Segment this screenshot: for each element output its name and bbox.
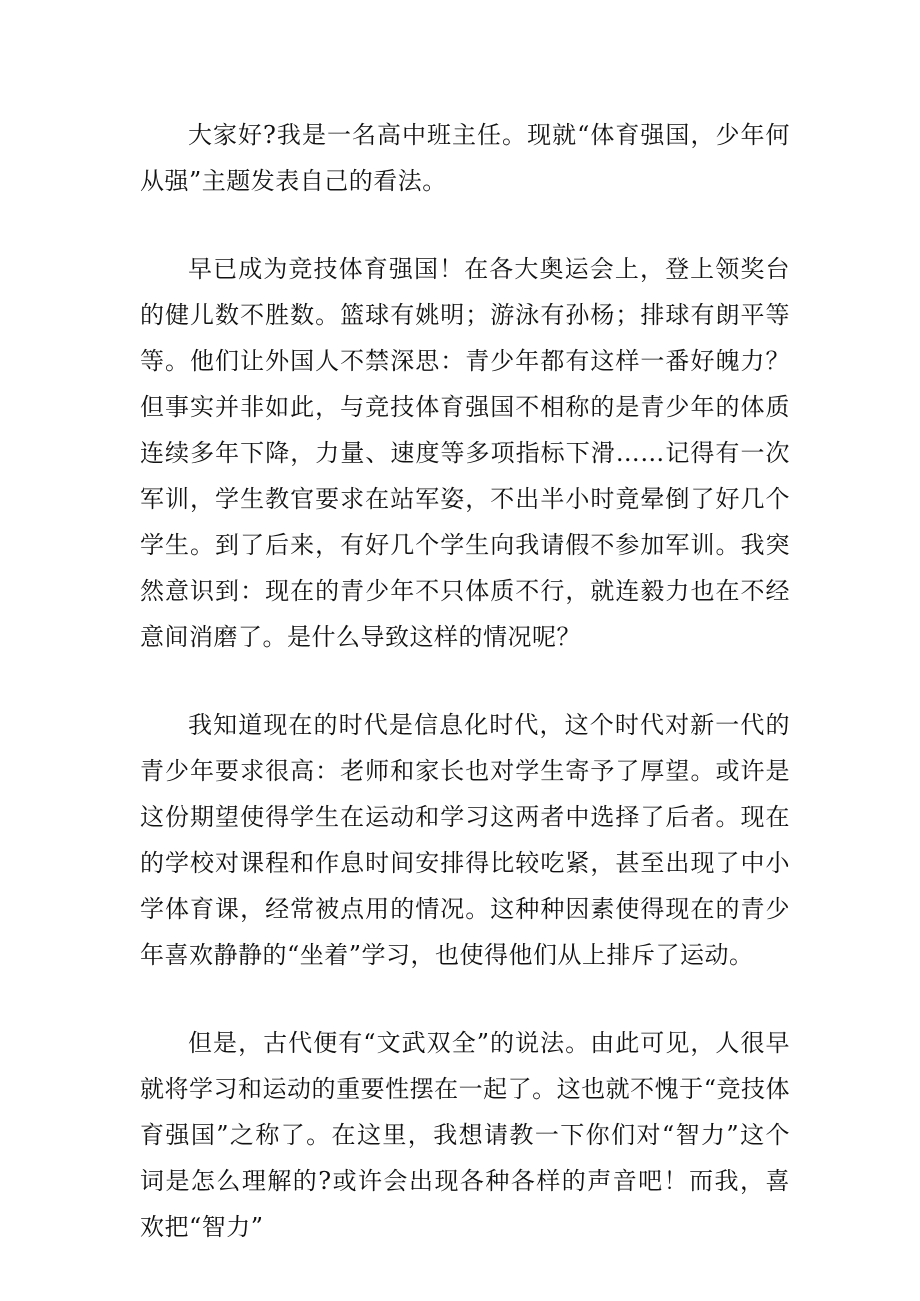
paragraph-1: 大家好?我是一名高中班主任。现就“体育强国，少年何从强”主题发表自己的看法。 <box>140 121 790 195</box>
paragraph-2: 早已成为竞技体育强国！在各大奥运会上，登上领奖台的健儿数不胜数。篮球有姚明；游泳有孙杨；排球有朗平等等。他们让外国人不禁深思：青少年都有这样一番好魄力？但事实并非如此，与竞技体育强国不相称的是青少年的体质连续多年下降，力量、速度等多项指标下滑……记得有一次军训，学生教官要求在站军姿，不出半小时竟晕倒了好几个学生。到了后来，有好几个学生向我请假不参加军训。我突然意识到：现在的青少年不只体质不行，就连毅力也在不经意间消磨了。是什么导致这样的情况呢？ <box>140 255 790 651</box>
document-body <box>140 112 790 1292</box>
paragraph-3: 我知道现在的时代是信息化时代，这个时代对新一代的青少年要求很高：老师和家长也对学生寄予了厚望。或许是这份期望使得学生在运动和学习这两者中选择了后者。现在的学校对课程和作息时间安排得比较吃紧，甚至出现了中小学体育课，经常被点用的情况。这种种因素使得现在的青少年喜欢静静的“坐着”学习，也使得他们从上排斥了运动。 <box>140 711 790 969</box>
paragraph-4: 但是，古代便有“文武双全”的说法。由此可见，人很早就将学习和运动的重要性摆在一起了。这也就不愧于“竞技体育强国”之称了。在这里，我想请教一下你们对“智力”这个词是怎么理解的?或许会出现各种各样的声音吧！而我，喜欢把“智力” <box>140 1029 790 1241</box>
